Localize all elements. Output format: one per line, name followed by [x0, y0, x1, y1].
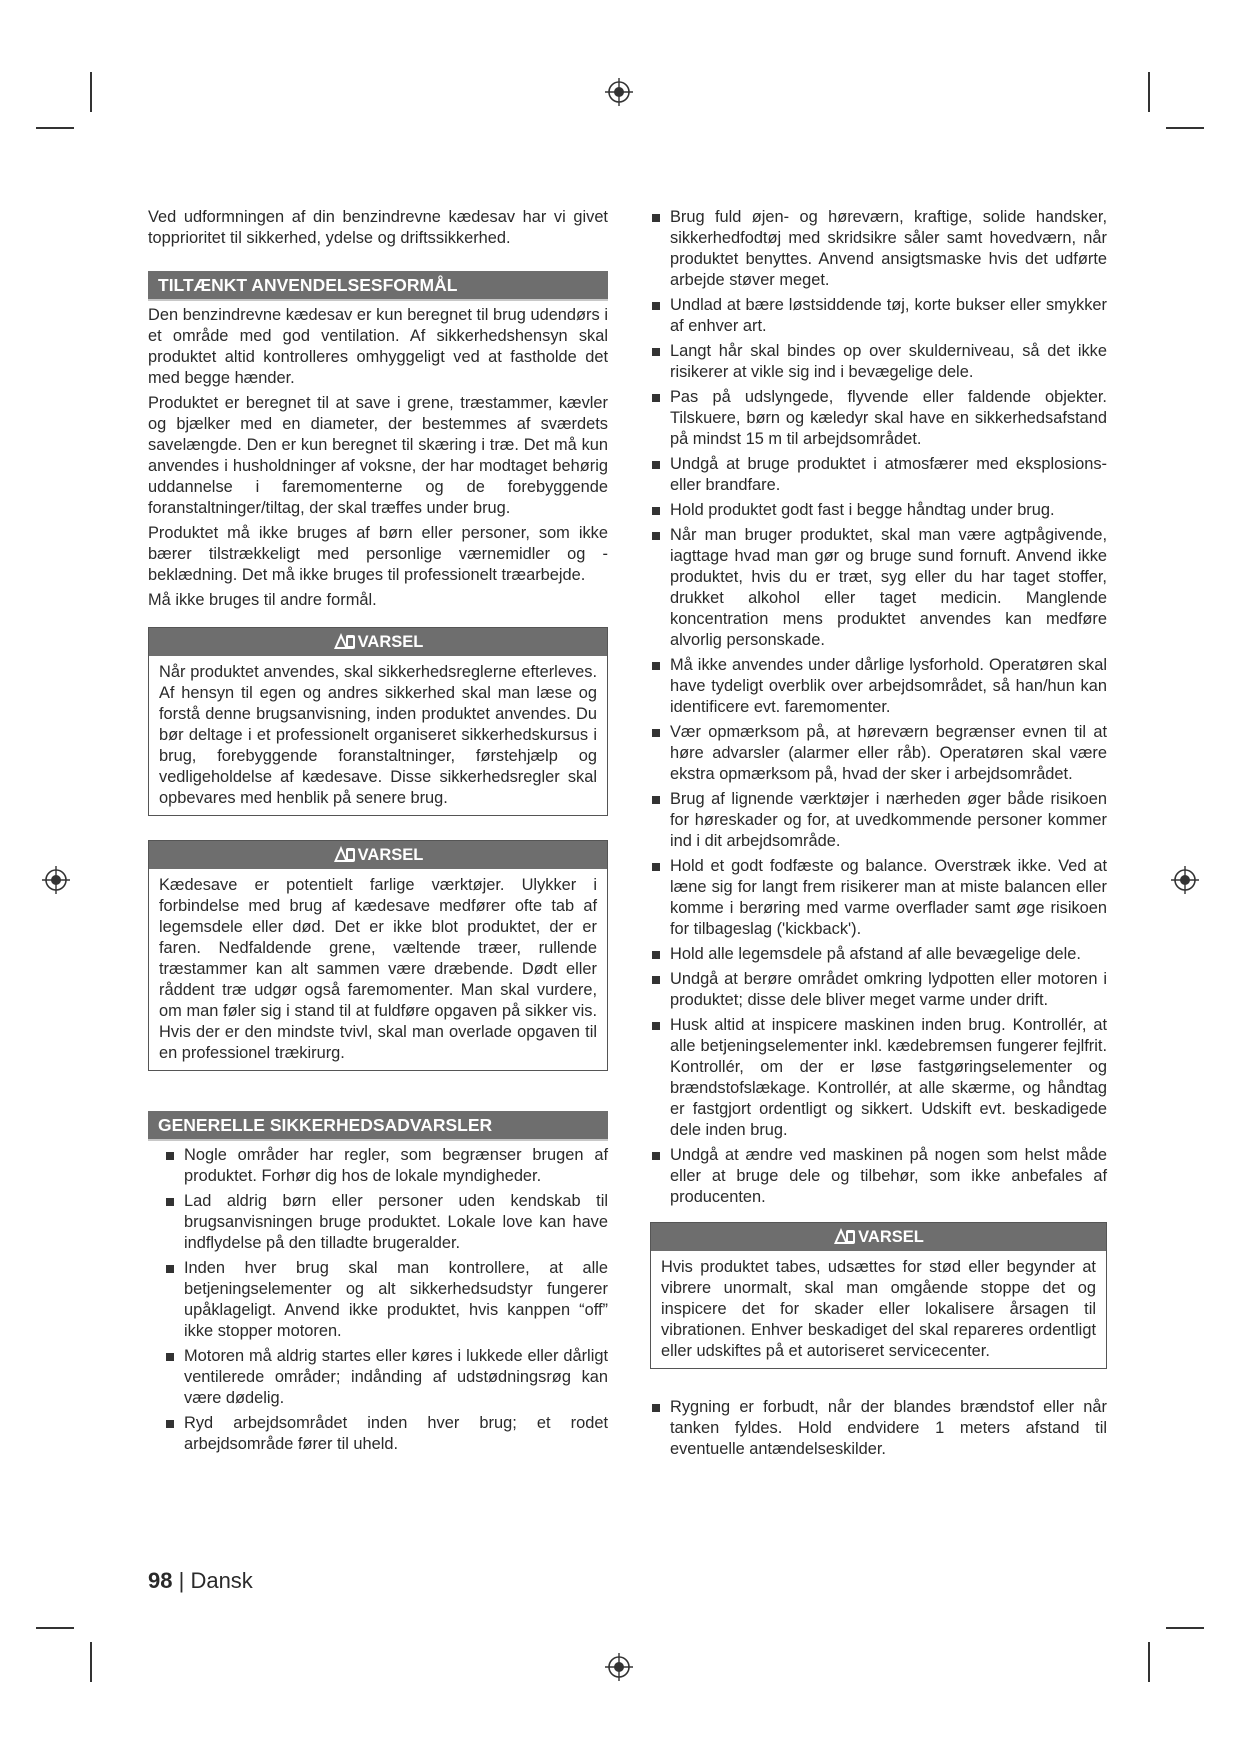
- crop-mark: [36, 1627, 74, 1629]
- crop-mark: [90, 72, 92, 112]
- list-item: Undgå at ændre ved maskinen på nogen som helst måde eller at bruge dele og tilbehør, som ikke anbefales af producenten.: [650, 1145, 1107, 1208]
- list-item: Vær opmærksom på, at høreværn begrænser evnen til at høre advarsler (alarmer eller råb). Operatøren skal være ekstra opmærksom på, hvad der sker i arbejdsområdet.: [650, 722, 1107, 785]
- list-item: Hold alle legemsdele på afstand af alle bevægelige dele.: [650, 944, 1107, 965]
- warning-triangle-icon: [833, 1227, 857, 1245]
- footer-separator: |: [178, 1568, 185, 1593]
- list-item: Ryd arbejdsområdet inden hver brug; et rodet arbejdsområde fører til uheld.: [164, 1413, 608, 1455]
- right-column: [650, 207, 1107, 1464]
- list-item: Hold et godt fodfæste og balance. Overstræk ikke. Ved at læne sig for langt frem risikerer man at miste balancen eller komme i berøring med varme overflader samt øge risikoen for tilbageslag ('kickback').: [650, 856, 1107, 940]
- warning-text: Hvis produktet tabes, udsættes for stød eller begynder at vibrere unormalt, skal man omgående stoppe det og inspicere det for skader eller lokalisere årsagen til vibrationen. Enhver beskadiget del skal repareres ordentligt eller udskiftes på et autoriseret servicecenter.: [661, 1258, 1096, 1360]
- warning-body: [149, 869, 607, 1070]
- warning-title: VARSEL: [858, 1228, 924, 1246]
- list-item: Undlad at bære løstsiddende tøj, korte bukser eller smykker af enhver art.: [650, 295, 1107, 337]
- registration-mark-icon: [41, 865, 71, 895]
- list-item: Pas på udslyngede, flyvende eller faldende objekter. Tilskuere, børn og kæledyr skal have en sikkerhedsafstand på mindst 15 m til arbejdsområdet.: [650, 387, 1107, 450]
- intended-use-paragraph: Den benzindrevne kædesav er kun beregnet til brug udendørs i et område med god ventilation. Af sikkerhedshensyn skal produktet altid kontrolleres omhyggeligt ved at fastholde det med begge hænder.: [148, 306, 608, 387]
- crop-mark: [1166, 127, 1204, 129]
- list-item: Husk altid at inspicere maskinen inden brug. Kontrollér, at alle betjeningselementer inkl. kædebremsen fungerer fejlfrit. Kontrollér, om der er løse fastgøringselementer og brændstofslækage. Kontrollér, at alle skærme, og håndtag er fastgjort ordentligt og sikkert. Udskift evt. beskadigede dele inden brug.: [650, 1015, 1107, 1141]
- page-footer: [148, 1568, 253, 1594]
- intended-use-heading: TILTÆNKT ANVENDELSESFORMÅL: [148, 271, 608, 301]
- general-warnings-heading: GENERELLE SIKKERHEDSADVARSLER: [148, 1111, 608, 1141]
- safety-list: [650, 207, 1107, 1208]
- list-item: Undgå at bruge produktet i atmosfærer med eksplosions- eller brandfare.: [650, 454, 1107, 496]
- warning-body: [651, 1251, 1106, 1368]
- registration-mark-icon: [1170, 865, 1200, 895]
- intended-use-paragraph: Produktet er beregnet til at save i grene, træstammer, kævler og bjælker med en diameter, der bestemmes af sværdets savelængde. Den er kun beregnet til skæring i træ. Det må kun anvendes i husholdninger af voksne, der har modtaget behørig uddannelse i faremomenterne og de forebyggende foranstaltninger/tiltag, der skal træffes under brug.: [148, 394, 608, 517]
- warning-box: [650, 1222, 1107, 1369]
- warning-box: [148, 840, 608, 1071]
- safety-list: [650, 1397, 1107, 1460]
- crop-mark: [1166, 1627, 1204, 1629]
- warning-triangle-icon: [333, 632, 357, 650]
- warning-text: Kædesave er potentielt farlige værktøjer. Ulykker i forbindelse med brug af kædesave medfører ofte tab af legemsdele eller død. Det er ikke blot produktet, der er faren. Nedfaldende grene, væltende træer, rullende træstammer kan alt sammen være dræbende. Dødt eller råddent træ udgør også faremomenter. Man skal vurdere, om man føler sig i stand til at fuldføre opgaven på sikker vis. Hvis der er den mindste tvivl, skal man overlade opgaven til en professionel trækirurg.: [159, 876, 597, 1062]
- list-item: Nogle områder har regler, som begrænser brugen af produktet. Forhør dig hos de lokale myndigheder.: [164, 1145, 608, 1187]
- page-number: 98: [148, 1568, 173, 1593]
- list-item: Må ikke anvendes under dårlige lysforhold. Operatøren skal have tydeligt overblik over arbejdsområdet, så han/hun kan identificere evt. faremomenter.: [650, 655, 1107, 718]
- list-item: Brug af lignende værktøjer i nærheden øger både risikoen for høreskader og for, at uvedkommende personer kommer ind i dit arbejdsområde.: [650, 789, 1107, 852]
- warning-header: [149, 628, 607, 656]
- general-warnings-list: [148, 1145, 608, 1455]
- intro-paragraph: Ved udformningen af din benzindrevne kædesav har vi givet topprioritet til sikkerhed, ydelse og driftssikkerhed.: [148, 208, 608, 247]
- warning-header: [651, 1223, 1106, 1251]
- warning-body: [149, 656, 607, 815]
- intended-use-paragraph: Produktet må ikke bruges af børn eller personer, som ikke bærer tilstrækkeligt med personlige værnemidler og -beklædning. Det må ikke bruges til professionelt træarbejde.: [148, 524, 608, 584]
- list-item: Langt hår skal bindes op over skulderniveau, så det ikke risikerer at vikle sig ind i bevægelige dele.: [650, 341, 1107, 383]
- warning-header: [149, 841, 607, 869]
- crop-mark: [90, 1642, 92, 1682]
- warning-title: VARSEL: [357, 633, 424, 651]
- warning-text: Når produktet anvendes, skal sikkerhedsreglerne efterleves. Af hensyn til egen og andres sikkerhed skal man læse og forstå denne brugsanvisning, inden produktet anvendes. Du bør deltage i et professionelt organiseret sikkerhedskursus i brug, forebyggende foranstaltninger, førstehjælp og vedligeholdelse af kædesave. Disse sikkerhedsregler skal opbevares med henblik på senere brug.: [159, 663, 597, 807]
- list-item: Inden hver brug skal man kontrollere, at alle betjeningselementer og alt sikkerhedsudstyr fungerer upåklageligt. Anvend ikke produktet, hvis kanppen “off” ikke stopper motoren.: [164, 1258, 608, 1342]
- list-item: Hold produktet godt fast i begge håndtag under brug.: [650, 500, 1107, 521]
- warning-triangle-icon: [333, 845, 357, 863]
- warning-box: [148, 627, 608, 816]
- list-item: Undgå at berøre området omkring lydpotten eller motoren i produktet; disse dele bliver meget varme under drift.: [650, 969, 1107, 1011]
- registration-mark-icon: [604, 1652, 634, 1682]
- footer-language: Dansk: [190, 1568, 253, 1593]
- list-item: Motoren må aldrig startes eller køres i lukkede eller dårligt ventilerede områder; indånding af udstødningsrøg kan være dødelig.: [164, 1346, 608, 1409]
- crop-mark: [1148, 72, 1150, 112]
- registration-mark-icon: [604, 77, 634, 107]
- list-item: Lad aldrig børn eller personer uden kendskab til brugsanvisningen bruge produktet. Lokale love kan have indflydelse på den tilladte brugeralder.: [164, 1191, 608, 1254]
- crop-mark: [1148, 1642, 1150, 1682]
- list-item: Rygning er forbudt, når der blandes brændstof eller når tanken fyldes. Hold endvidere 1 meters afstand til eventuelle antændelseskilder.: [650, 1397, 1107, 1460]
- left-column: [148, 207, 608, 1459]
- intended-use-paragraph: Må ikke bruges til andre formål.: [148, 591, 377, 609]
- list-item: Brug fuld øjen- og høreværn, kraftige, solide handsker, sikkerhedfodtøj med skridsikre såler samt hovedværn, når produktet benyttes. Anvend ansigtsmaske hvis det udførte arbejde støver meget.: [650, 207, 1107, 291]
- list-item: Når man bruger produktet, skal man være agtpågivende, iagttage hvad man gør og bruge sund fornuft. Anvend ikke produktet, hvis du er træt, syg eller du har taget stoffer, drukket alkohol eller taget medicin. Manglende koncentration mens produktet anvendes kan medføre alvorlig personskade.: [650, 525, 1107, 651]
- warning-title: VARSEL: [357, 846, 424, 864]
- crop-mark: [36, 127, 74, 129]
